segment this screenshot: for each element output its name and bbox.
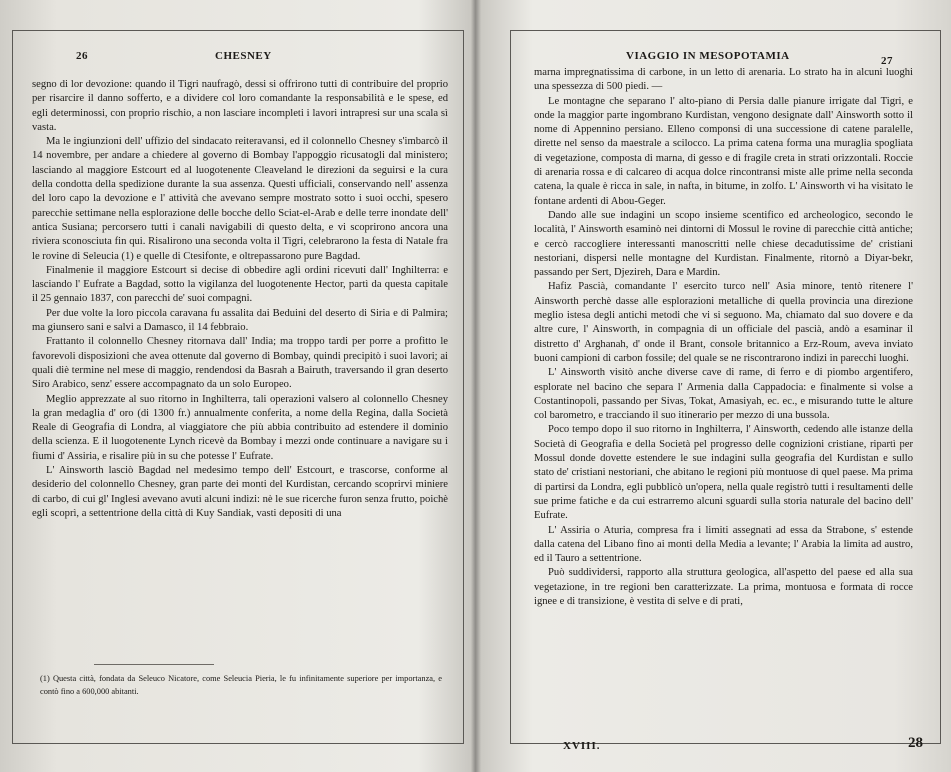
left-page [0, 0, 472, 772]
right-body-text [534, 66, 913, 609]
signature-mark: XVIII. [563, 740, 601, 752]
left-page-number: 26 [76, 50, 88, 62]
paragraph: Poco tempo dopo il suo ritorno in Inghilterra, l' Ainsworth, cedendo alle istanze della Società di Geografia e della Società pel progresso delle cognizioni cristiane, ripartì per Mossul donde dovette estendere le sue indagini sulla geografia del Kurdistan e sullo stato de' cristiani nestoriani, che abitano le regioni più montuose di quel paese. Ma prima di partirsi da Londra, egli pubblicò un'opera, nella quale registrò tutti i resultamenti delle sue prime fatiche e da cui estrarremo alcuni sguardi sulla storia naturale del bacino dell' Eufrate. [534, 424, 913, 522]
paragraph: Può suddividersi, rapporto alla struttura geologica, all'aspetto del paese ed alla sua vegetazione, in tre regioni ben caratterizzate. La prima, montuosa e formata di rocce ignee e di transizione, è vestita di selve e di prati, [534, 567, 913, 607]
footnote: (1) Questa città, fondata da Seleuco Nicatore, come Seleucia Pieria, le fu infinitamente superiore per importanza, e contò fino a 600,000 abitanti. [40, 674, 442, 696]
folio-number: 28 [908, 735, 923, 751]
paragraph: L' Ainsworth lasciò Bagdad nel medesimo tempo dell' Estcourt, e trascorse, conforme al desiderio del colonnello Chesney, gran parte dei monti del Kurdistan, cercando scoprirvi miniere di carbo, di cui gl' Inglesi avevano avuti alcuni indizi: nè le sue ricerche furon senza frutto, poichè egli scoprì, a settentrione della città di Kuy Sandiak, vasti depositi di una [32, 465, 448, 519]
paragraph: segno di lor devozione: quando il Tigri naufragò, dessi si offrirono tutti di contribuire del proprio per risarcire il danno sofferto, e a dividere col loro comandante la responsabilità e le spese, ed egli determinossi, con proprio rischio, a non lasciare incompleti i lavori intrapresi sur una scala sì vasta. [32, 79, 448, 133]
left-running-head [30, 50, 446, 68]
paragraph: Dando alle sue indagini un scopo insieme scentifico ed archeologico, secondo le località, l' Ainsworth esaminò nei dintorni di Mossul le rovine di parecchie città antiche; e cercò raccogliere interessanti manoscritti nelle chiese decadutissime de' cristiani nestoriani, dispersi nelle montagne del Kurdistan. Finalmente, ritornò a Diyar-bekr, passando per Sert, Djezireh, Dara e Mardin. [534, 209, 913, 279]
left-running-title: CHESNEY [215, 50, 272, 62]
paragraph: Finalmenie il maggiore Estcourt si decise di obbedire agli ordini ricevuti dall' Inghilterra: e lasciando l' Eufrate a Bagdad, sotto la vigilanza del luogotenente Hector, partì da questa capitale il 25 gennaio 1837, con parecchi de' suoi compagni. [32, 264, 448, 305]
right-page [478, 0, 951, 772]
paragraph: Hafiz Pascià, comandante l' esercito turco nell' Asia minore, tentò ritenere l' Ainsworth perchè dasse alle esplorazioni metalliche di quella provincia una direzione meglio istesa degli antichi metodi che vi si seguono. Ma, chiamato dal suo dovere e da altre cure, l' Ainsworth, in compagnia di un officiale del pascià, andò a esaminar il distretto d' Arghanah, d' onde il Brant, console britannico a Erz-Roum, aveva inviato buoni campioni di carbon fossile; del quale se ne riscontrarono indizi in parecchi luoghi. [534, 281, 913, 364]
paragraph: L' Ainsworth visitò anche diverse cave di rame, di ferro e di piombo argentifero, esplorate nel bacino che separa l' Armenia dalla Cappadocia: e finalmente si volse a Costantinopoli, passando per Sivas, Tokat, Amasiyah, ec. ec., e misurando tutte le alture col barometro, e tracciando il suo itinerario per mezzo di una bussola. [534, 367, 913, 422]
paragraph: Per due volte la loro piccola caravana fu assalita dai Beduini del deserto di Siria e di Palmira; ma giunsero sani e salvi a Damasco, il 14 febbraio. [32, 307, 448, 334]
footnote-rule [94, 664, 214, 665]
paragraph: Meglio apprezzate al suo ritorno in Inghilterra, tali operazioni valsero al colonnello Chesney la gran medaglia d' oro (di 1300 fr.) annualmente conferita, a nome della Regina, dalla Società Reale di Geografia di Londra, al viaggiatore che più abbia contribuito ad estendere il dominio della scienza. E il luogotenente Lynch ricevè da Bombay i mezzi onde continuare a navigare su i fiumi d' Assiria, e risalire più in su che potesse l' Eufrate. [32, 393, 448, 462]
left-body-text [32, 78, 448, 521]
paragraph: L' Assiria o Aturia, compresa fra i limiti assegnati ad essa da Strabone, s' estende dalla catena del Libano fino ai monti della Media a levante; l' Arabia la limita ad austro, ed il Tauro a settentrione. [534, 524, 913, 565]
paragraph: Frattanto il colonnello Chesney ritornava dall' India; ma troppo tardi per porre a profitto le favorevoli disposizioni che avea ottenute dal governo di Bombay, quindi precipitò i suoi lavori; ai quali diè termine nel mese di maggio, rendendosi da Basrah a Bairuth, traversando il gran deserto Siro Arabico, senz' essere accompagnato da un solo Europeo. [32, 336, 448, 391]
paragraph: Le montagne che separano l' alto-piano di Persia dalle pianure irrigate dal Tigri, e onde la maggior parte ingombrano Kurdistan, vengono designate dall' Ainsworth sotto il nome di Appennino persiano. Elleno componsi di una successione di catene paralelle, dirette nel senso da maestrale a scilocco. La prima catena forma una muraglia spogliata di vegetazione, composta di marna, di gesso e di fragile creta in strati orizzontali. Roccie di arenaria rossa e di calcareo di acqua dolce rincontransi miste alle prime nella seconda catena, la quale è ricca in sale, in nafta, in bitume, in zolfo. L' Ainsworth vi ha visitato le fontane ardenti di Abou-Geger. [534, 95, 913, 207]
paragraph: Ma le ingiunzioni dell' uffizio del sindacato reiteravansi, ed il colonnello Chesney s'imbarcò il 14 novembre, per andare a chiedere al governo di Bombay l'appoggio ricusatogli dal ministero; lasciando al maggiore Estcourt ed al luogotenente Cleaveland le direzioni da seguirsi e la cura della condotta della spedizione durante la sua assenza. Questi ufficiali, conservando nell' assenza del loro capo la devozione e l' attività che avevano sempre mostrato sotto i suoi occhi, spesero parecchie settimane nella esplorazione delle bocche dello Sciat-el-Arab e delle terre inondate dell' antica Susiana; percorsero tutti i canali navigabili di questo delta, e vi scoprirono ancora una riviera sconosciuta fin qui. Risalirono una seconda volta il Tigri, celebrarono la festa di Natale fra le rovine di Seleucia (1) e quelle di Ctesifonte, e oltrepassarono pure Bagdad. [32, 136, 448, 262]
right-page-number: 27 [881, 55, 893, 67]
right-running-title: VIAGGIO IN MESOPOTAMIA [626, 50, 790, 62]
paragraph: marna impregnatissima di carbone, in un letto di arenaria. Lo strato ha in alcuni luoghi una spessezza di 500 piedi. — [534, 67, 913, 93]
